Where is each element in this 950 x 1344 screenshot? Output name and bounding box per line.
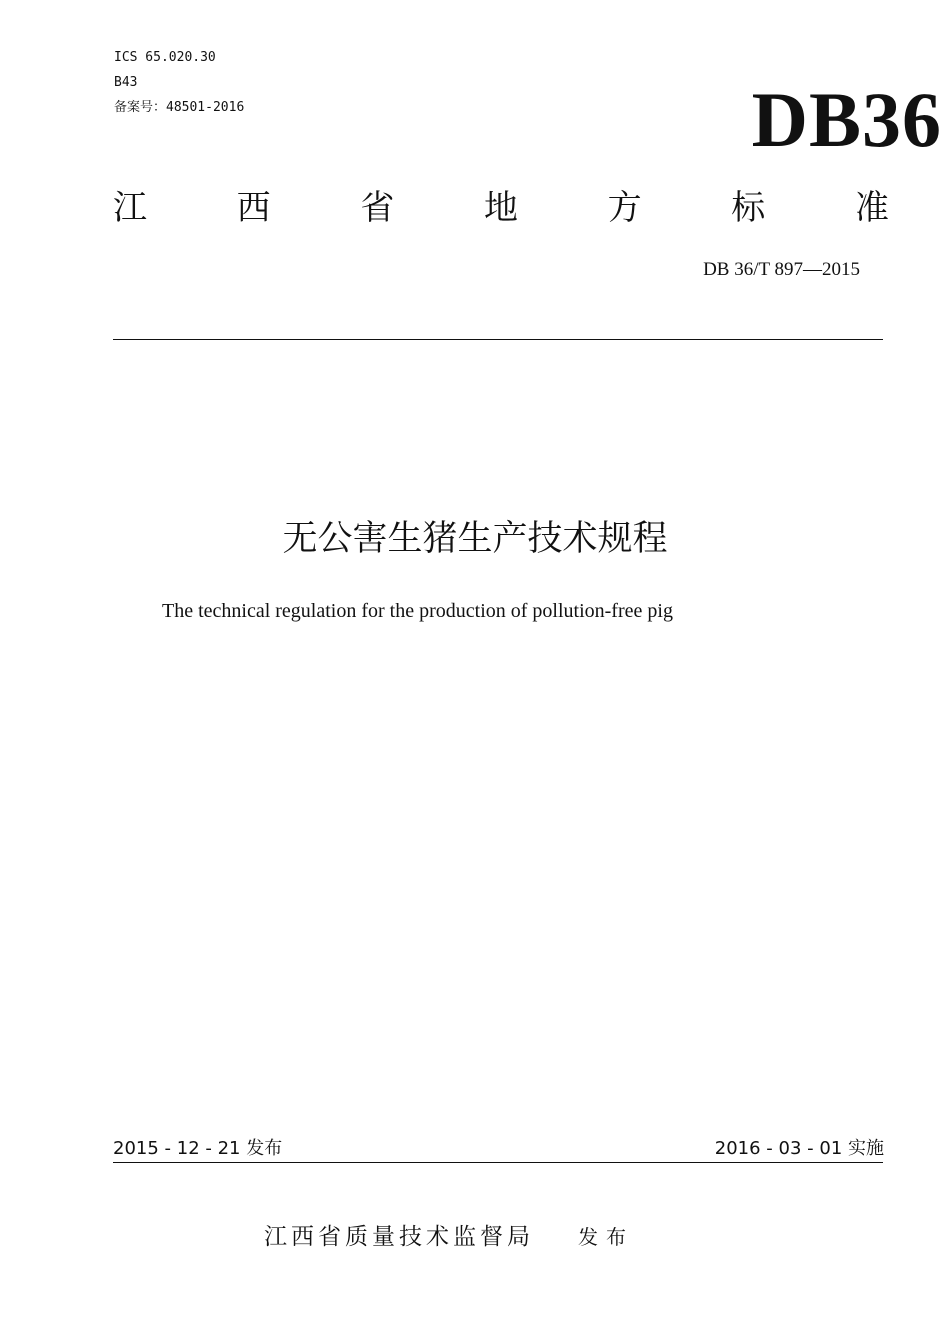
standard-type-char: 地 xyxy=(483,188,518,228)
standard-type-char: 方 xyxy=(607,188,642,228)
standard-type-char: 准 xyxy=(854,188,889,228)
ccs-code: B43 xyxy=(114,75,138,90)
implementation-date: 2016 - 03 - 01 实施 xyxy=(714,1138,884,1159)
ics-code: ICS 65.020.30 xyxy=(114,50,216,65)
publisher-block xyxy=(264,1222,634,1252)
issue-date: 2015 - 12 - 21 发布 xyxy=(113,1138,283,1159)
db-standard-mark: DB36 xyxy=(751,76,942,163)
filing-number: 备案号：48501-2016 xyxy=(114,100,245,115)
standard-type-char: 标 xyxy=(731,188,766,228)
document-title-english: The technical regulation for the production of pollution-free pig xyxy=(162,600,673,622)
standard-type-heading xyxy=(113,186,889,230)
top-divider xyxy=(113,339,883,340)
bottom-divider xyxy=(113,1162,883,1163)
standard-type-char: 省 xyxy=(360,188,395,228)
publisher-name: 江西省质量技术监督局 xyxy=(264,1224,534,1250)
standard-type-char: 西 xyxy=(236,188,271,228)
publish-label: 发布 xyxy=(578,1225,634,1249)
document-title-chinese: 无公害生猪生产技术规程 xyxy=(282,519,668,559)
standard-number: DB 36/T 897—2015 xyxy=(703,259,860,280)
standard-type-char: 江 xyxy=(113,188,147,228)
